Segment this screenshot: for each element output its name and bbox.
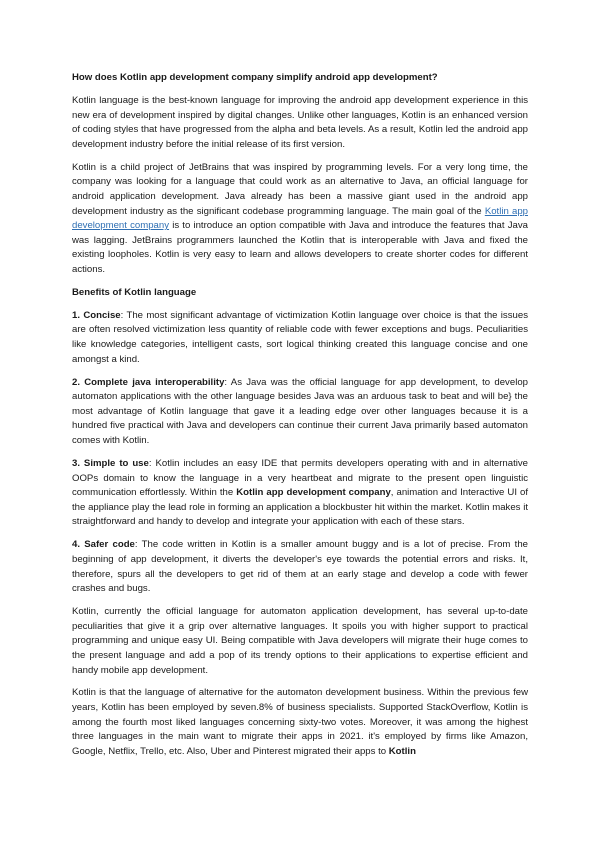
document-title: How does Kotlin app development company simplify android app development? (72, 72, 438, 83)
benefit-text: : The most significant advantage of victimization Kotlin language over choice is that the issues are often resolved victimization less quantity of reliable code with fewer exceptions and bugs. Peculiarities like knowledge categories, intelligent casts, sort logical thinking created this language concise and one amongst a kind. (72, 309, 528, 365)
benefit-text: : As Java was the official language for app development, to develop automaton applications with the other language besides Java was an arduous task to beat and will be} the most advantage of Kotlin language that gave it a leading edge over other languages because it is a hundred five practical with Java and developers can continue their current Java primarily based automaton comes with Kotlin. (72, 376, 528, 447)
benefit-item-simple (72, 457, 528, 530)
benefit-label: 4. Safer code (72, 539, 135, 551)
paragraph-text: Kotlin is a child project of JetBrains that was inspired by programming levels. For a very long time, the company was looking for a language that could work as an alternative to Java, an official language for android application development. Java already has been a massive giant used in the android app development industry as the significant codebase programming language. The main goal of the (72, 161, 528, 217)
benefit-label: 1. Concise (72, 309, 121, 321)
paragraph-text: Kotlin is that the language of alternative for the automaton development business. Within the previous few years, Kotlin has been employed by seven.8% of business specialists. Supported StackOverflow, Kotlin is among the fourth most liked languages concerning sixty-two votes. Moreover, it was among the highest three languages in the main want to migrate their apps in 2021. it's employed by firms like Amazon, Google, Netflix, Trello, etc. Also, Uber and Pinterest migrated their apps to (72, 687, 528, 757)
benefit-text: : The code written in Kotlin is a smaller amount buggy and is a lot of precise. From the beginning of app development, it diverts the developer's eye towards the potential errors and risks. It, therefore, spurs all the developers to get rid of them at an early stage and develop a code with fewer crashes and bugs. (72, 539, 529, 595)
jetbrains-paragraph (72, 161, 528, 278)
paragraph-text: is to introduce an option compatible with Java and introduce the features that Java was lagging. JetBrains programmers launched the Kotlin that is interoperable with Java and fixed the existing loopholes. Kotlin is very easy to learn and allows developers to create shorter codes for different actions. (72, 220, 528, 275)
benefit-text: , animation and Interactive UI of the appliance play the lead role in forming an application a blockbuster hit within the market. Kotlin makes it straightforward and handy to develop and integrate your application with each of these stars. (72, 487, 528, 528)
adoption-paragraph (72, 686, 528, 759)
benefit-item-concise (72, 309, 528, 367)
benefit-label: 3. Simple to use (72, 458, 149, 469)
benefit-item-interoperability (72, 376, 528, 449)
benefit-text: : Kotlin includes an easy IDE that permits developers operating with and in alternative OOPs domain to know the language in a very heartbeat and migrate to the present open linguistic communication effortlessly. Within the (72, 458, 528, 499)
bold-phrase: Kotlin (388, 745, 416, 757)
bold-phrase: Kotlin app development company (236, 487, 391, 499)
kotlin-company-link[interactable]: Kotlin app development company (72, 205, 528, 232)
document-page (72, 71, 528, 768)
intro-paragraph: Kotlin language is the best-known language for improving the android app development experience in this new era of development inspired by digital changes. Unlike other languages, Kotlin is an enhanced version of coding styles that have progressed from the alpha and beta levels. As a result, Kotlin led the android app development industry before the initial release of its first version. (72, 94, 528, 150)
benefits-heading: Benefits of Kotlin language (72, 286, 197, 298)
benefit-item-safer-code (72, 538, 528, 596)
official-language-paragraph: Kotlin, currently the official language for automaton application development, has several up-to-date peculiarities that give it a grip over alternative languages. It spoils you with higher support to practical programming and unique easy UI. Being compatible with Java developers will migrate their huge comes to the present language and add a pop of its trendy options to their applications to expertise efficient and handy mobile app development. (72, 606, 528, 676)
benefit-label: 2. Complete java interoperability (72, 376, 225, 388)
